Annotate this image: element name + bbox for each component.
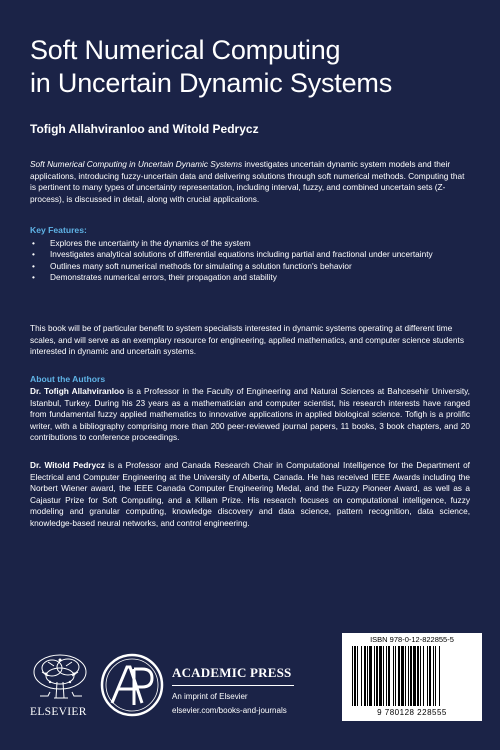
- barcode-bar: [357, 646, 358, 706]
- academic-press-logo-icon: [100, 653, 164, 717]
- barcode-bar: [405, 646, 406, 706]
- author1-text: is a Professor in the Faculty of Engineering and Natural Sciences at Bahcesehir University, Istanbul, Turkey. During his 23 years as a mathematician and computer scientist, his research interests have ranged from fundamental fuzzy applied mathematics to innovative applications in applied biological science. Tofigh is a prolific writer, with a bibliography comprising more than 200 peer-reviewed journal papers, 11 books, 3 book chapters, and 20 contributions to conference proceedings.: [30, 386, 470, 443]
- publisher-divider: [172, 685, 294, 686]
- barcode-bar: [420, 646, 421, 706]
- barcode-bar: [427, 646, 428, 706]
- barcode-number: 9 780128 228555: [377, 708, 447, 717]
- elsevier-tree-logo-icon: [28, 652, 92, 704]
- bullet-icon: •: [32, 249, 35, 260]
- bullet-icon: •: [32, 272, 35, 283]
- feature-item: [30, 249, 470, 260]
- publisher-name: ACADEMIC PRESS: [172, 665, 292, 680]
- intro-title-italic: Soft Numerical Computing in Uncertain Dynamic Systems: [30, 159, 243, 169]
- bullet-icon: •: [32, 260, 35, 271]
- barcode-bar: [379, 646, 382, 706]
- feature-text: Demonstrates numerical errors, their propagation and stability: [50, 272, 277, 283]
- authors-line: Tofigh Allahviranloo and Witold Pedrycz: [30, 122, 259, 136]
- feature-text: Outlines many soft numerical methods for simulating a solution function's behavior: [50, 260, 352, 271]
- author1-bio: [30, 386, 470, 444]
- barcode-bar: [364, 646, 366, 706]
- author2-name: Dr. Witold Pedrycz: [30, 460, 105, 470]
- book-title: [30, 34, 470, 100]
- intro-text: investigates uncertain dynamic system models and their applications, introducing fuzzy-uncertain data and delivering solutions through soft numerical methods. Computing that is pertinent to many types of uncertainty representation, including interval, fuzzy, and combined uncertain sets (Z-process), is discussed in detail, along with crucial applications.: [30, 159, 465, 204]
- publisher-imprint: An imprint of Elsevier: [172, 692, 248, 701]
- feature-item: [30, 272, 470, 283]
- elsevier-wordmark: ELSEVIER: [30, 706, 87, 718]
- isbn-label: ISBN 978-0-12-822855-5: [370, 635, 454, 644]
- barcode-bar: [398, 646, 400, 706]
- barcode-bar: [417, 646, 419, 706]
- title-line-1: Soft Numerical Computing: [30, 35, 341, 65]
- feature-text: Investigates analytical solutions of differential equations including partial and fractional under uncertainty: [50, 249, 433, 260]
- barcode-bar: [376, 646, 378, 706]
- feature-item: [30, 261, 470, 272]
- about-authors-heading: About the Authors: [30, 374, 106, 384]
- barcode-bar: [374, 646, 375, 706]
- publisher-url: elsevier.com/books-and-journals: [172, 706, 287, 715]
- author2-text: is a Professor and Canada Research Chair in Computational Intelligence for the Department of Electrical and Computer Engineering at the University of Alberta, Canada. He has received IEEE Awards including the Norbert Wiener award, the IEEE Canada Computer Engineering Medal, and the Fuzzy Pioneer Award, as well as a Cajastur Prize for Soft Computing, and a Killam Prize. His research focuses on computational intelligence, fuzzy modeling and granular computing, knowledge discovery and data science, pattern recognition, data science, knowledge-based neural networks, and control engineering.: [30, 460, 470, 528]
- barcode-bar: [352, 646, 353, 706]
- barcode-bar: [435, 646, 436, 706]
- key-features-heading: Key Features:: [30, 225, 87, 235]
- feature-item: [30, 238, 470, 249]
- title-line-2: in Uncertain Dynamic Systems: [30, 68, 393, 98]
- feature-text: Explores the uncertainty in the dynamics of the system: [50, 238, 251, 248]
- barcode-bar: [354, 646, 356, 706]
- intro-paragraph: [30, 159, 470, 205]
- bullet-icon: •: [32, 238, 35, 248]
- author1-name: Dr. Tofigh Allahviranloo: [30, 386, 125, 396]
- barcode-bar: [433, 646, 434, 706]
- barcode-bar: [413, 646, 416, 706]
- barcode-bar: [369, 646, 372, 706]
- barcode-bar: [423, 646, 424, 706]
- barcode-bar: [410, 646, 412, 706]
- barcode-box: [342, 633, 482, 721]
- barcode-bar: [383, 646, 384, 706]
- barcode-bar: [388, 646, 390, 706]
- barcode-bar: [393, 646, 394, 706]
- barcode-bar: [361, 646, 362, 706]
- audience-paragraph: This book will be of particular benefit to system specialists interested in dynamic systems operating at different time scales, and will serve as an exemplary resource for engineering, applied mathematics, and computer science students interested in dynamic and uncertain systems.: [30, 323, 464, 357]
- key-features-list: [30, 238, 470, 284]
- barcode-bar: [408, 646, 409, 706]
- barcode-bar: [367, 646, 368, 706]
- barcode-bar: [439, 646, 440, 706]
- barcode-bars: [350, 646, 474, 706]
- barcode-bar: [401, 646, 404, 706]
- author2-bio: [30, 460, 470, 530]
- barcode-bar: [386, 646, 387, 706]
- barcode-bar: [429, 646, 431, 706]
- barcode-bar: [395, 646, 396, 706]
